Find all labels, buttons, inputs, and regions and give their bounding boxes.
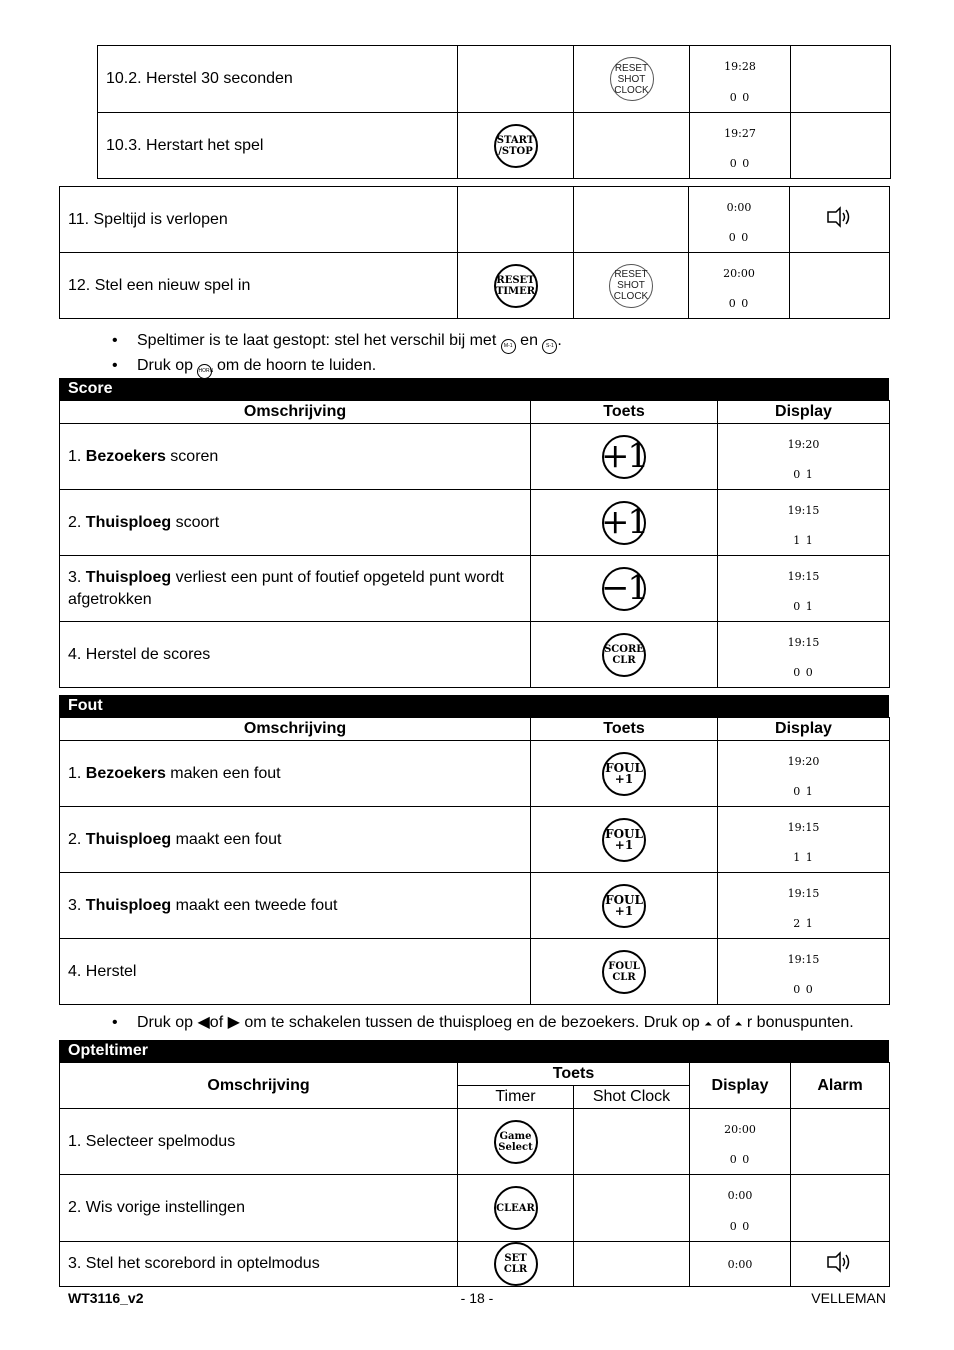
display-readout: 0:00 0 0 <box>689 187 790 253</box>
set-bonus-right-icon: ⏶ <box>734 1019 743 1030</box>
table-row <box>60 807 890 873</box>
reset-shot-clock-button-icon: RESET SHOT CLOCK <box>609 264 653 308</box>
step-description: 2. Wis vorige instellingen <box>60 1175 458 1242</box>
section-header-score: Score <box>59 378 889 400</box>
list-item: • Speltimer is te laat gestopt: stel het verschil bij met M-1 en S-1 . <box>112 329 562 354</box>
table-subheader-row: Timer Shot Clock <box>60 1086 890 1109</box>
table-row <box>98 46 891 113</box>
table-row <box>60 253 890 319</box>
step-description: 4. Herstel de scores <box>60 622 531 688</box>
plus-one-button-icon: +1 <box>602 501 646 545</box>
table-header-row: Omschrijving Toets Display <box>60 718 890 741</box>
display-readout: 20:00 0 0 <box>689 253 790 319</box>
step-description: 4. Herstel <box>60 939 531 1005</box>
foul-plus-one-button-icon: FOUL +1 <box>602 884 646 928</box>
table-score <box>59 400 890 688</box>
step-description: 2. Thuisploeg maakt een fout <box>60 807 531 873</box>
foul-plus-one-button-icon: FOUL +1 <box>602 752 646 796</box>
table-game-steps <box>59 186 890 319</box>
footer-page-number: - 18 - <box>460 1290 494 1306</box>
display-readout: 19:15 0 0 <box>718 622 890 688</box>
table-fout <box>59 717 890 1005</box>
step-description: 1. Bezoekers scoren <box>60 424 531 490</box>
display-readout: 0:00 0 0 <box>690 1175 791 1242</box>
arrow-left-icon: ◀ <box>197 1014 210 1031</box>
table-row <box>60 939 890 1005</box>
list-item: • Druk op ◀of ▶ om te schakelen tussen de thuisploeg en de bezoekers. Druk op ⏶ of ⏶ r bonuspunten. <box>112 1011 854 1036</box>
step-description: 3. Stel het scorebord in optelmodus <box>60 1242 458 1287</box>
section-header-opteltimer: Opteltimer <box>59 1040 889 1062</box>
section-header-fout: Fout <box>59 695 889 717</box>
reset-shot-clock-button-icon: RESET SHOT CLOCK <box>610 57 654 101</box>
step-description: 11. Speltijd is verlopen <box>60 187 458 253</box>
table-opteltimer <box>59 1062 890 1287</box>
footer-model: WT3116_v2 <box>68 1290 144 1306</box>
notes-list <box>112 329 562 379</box>
table-row <box>98 113 891 179</box>
minus-one-button-icon: −1 <box>602 567 646 611</box>
display-readout: 19:20 0 1 <box>718 741 890 807</box>
reset-timer-button-icon: RESET TIMER <box>494 264 538 308</box>
table-shotclock-steps <box>97 45 891 179</box>
plus-one-button-icon: +1 <box>602 435 646 479</box>
display-readout: 19:15 2 1 <box>718 873 890 939</box>
table-row <box>60 1109 890 1175</box>
display-readout: 0:00 <box>690 1242 791 1287</box>
table-row <box>60 1242 890 1287</box>
display-readout: 19:27 0 0 <box>690 113 791 179</box>
foul-plus-one-button-icon: FOUL +1 <box>602 818 646 862</box>
table-row <box>60 556 890 622</box>
step-description: 10.3. Herstart het spel <box>98 113 458 179</box>
table-row <box>60 873 890 939</box>
horn-icon: HORN <box>197 364 212 379</box>
display-readout: 19:20 0 1 <box>718 424 890 490</box>
footer-brand: VELLEMAN <box>811 1290 886 1306</box>
arrow-right-icon: ▶ <box>227 1014 240 1031</box>
minus-one-second-icon: S-1 <box>542 339 557 354</box>
start-stop-button-icon: START /STOP <box>494 124 538 168</box>
display-readout: 19:15 0 0 <box>718 939 890 1005</box>
step-description: 3. Thuisploeg verliest een punt of foutief opgeteld punt wordt afgetrokken <box>60 556 531 622</box>
table-row <box>60 622 890 688</box>
step-description: 12. Stel een nieuw spel in <box>60 253 458 319</box>
game-select-button-icon: Game Select <box>494 1120 538 1164</box>
clear-button-icon: CLEAR <box>494 1186 538 1230</box>
set-bonus-left-icon: ⏶ <box>704 1019 713 1030</box>
speaker-icon <box>826 206 854 228</box>
display-readout: 20:00 0 0 <box>690 1109 791 1175</box>
step-description: 3. Thuisploeg maakt een tweede fout <box>60 873 531 939</box>
step-description: 10.2. Herstel 30 seconden <box>98 46 458 113</box>
display-readout: 19:28 0 0 <box>690 46 791 113</box>
score-clear-button-icon: SCORE CLR <box>602 633 646 677</box>
display-readout: 19:15 1 1 <box>718 807 890 873</box>
table-row <box>60 187 890 253</box>
step-description: 1. Bezoekers maken een fout <box>60 741 531 807</box>
speaker-icon <box>826 1251 854 1273</box>
table-header-row: Omschrijving Toets Display Alarm <box>60 1063 890 1086</box>
step-description: 2. Thuisploeg scoort <box>60 490 531 556</box>
table-row <box>60 424 890 490</box>
table-row <box>60 490 890 556</box>
notes-list <box>112 1011 854 1036</box>
display-readout: 19:15 0 1 <box>718 556 890 622</box>
set-clear-button-icon: SET CLR <box>494 1242 538 1286</box>
minus-one-minute-icon: M-1 <box>501 339 516 354</box>
list-item: • Druk op HORN om de hoorn te luiden. <box>112 354 562 379</box>
table-row <box>60 1175 890 1242</box>
foul-clear-button-icon: FOUL CLR <box>602 950 646 994</box>
table-row <box>60 741 890 807</box>
display-readout: 19:15 1 1 <box>718 490 890 556</box>
table-header-row: Omschrijving Toets Display <box>60 401 890 424</box>
step-description: 1. Selecteer spelmodus <box>60 1109 458 1175</box>
